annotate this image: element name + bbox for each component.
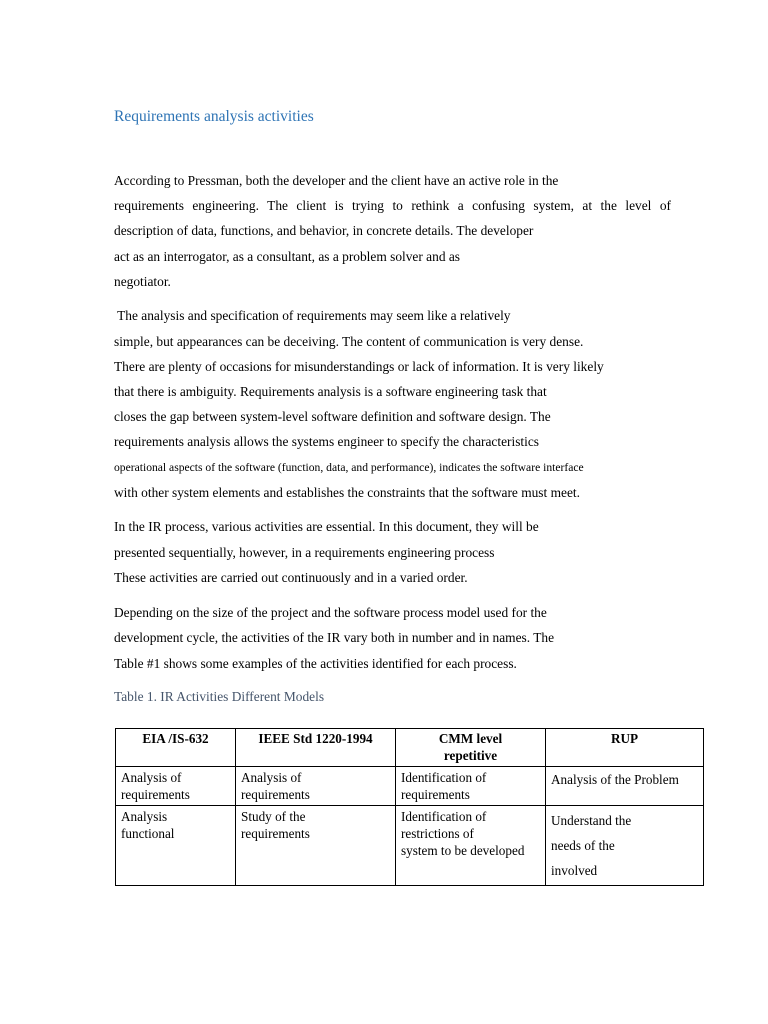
paragraph-line: description of data, functions, and behavior, in concrete details. The developer bbox=[114, 223, 534, 238]
paragraph-line: simple, but appearances can be deceiving. The content of communication is very dense. bbox=[114, 334, 584, 349]
table-row bbox=[116, 806, 704, 886]
paragraph-line: development cycle, the activities of the IR vary both in number and in names. The bbox=[114, 630, 555, 645]
paragraph-line: In the IR process, various activities are essential. In this document, they will be bbox=[114, 519, 539, 534]
cell-line: Analysis bbox=[121, 809, 168, 824]
paragraph-line: The analysis and specification of requirements may seem like a relatively bbox=[114, 308, 511, 323]
paragraph-line: requirements engineering. The client is trying to rethink a confusing system, at the level of bbox=[114, 198, 671, 213]
cell-line: involved bbox=[551, 863, 598, 878]
cell-line: functional bbox=[121, 826, 175, 841]
cell-line: Understand the bbox=[551, 813, 632, 828]
cell-line: system to be developed bbox=[401, 843, 525, 858]
section-heading: Requirements analysis activities bbox=[114, 108, 314, 125]
paragraph-line: with other system elements and establishes the constraints that the software must meet. bbox=[114, 485, 580, 500]
cell-line: Analysis of the Problem bbox=[551, 772, 679, 787]
paragraph-line: presented sequentially, however, in a requirements engineering process bbox=[114, 545, 495, 560]
cell-line: Analysis of bbox=[241, 770, 302, 785]
paragraph-line: There are plenty of occasions for misunderstandings or lack of information. It is very likely bbox=[114, 359, 604, 374]
cell-line: Identification of bbox=[401, 809, 487, 824]
paragraph-line: negotiator. bbox=[114, 274, 171, 289]
cell-line: Analysis of bbox=[121, 770, 182, 785]
ir-activities-table bbox=[115, 728, 704, 886]
paragraph-line: requirements analysis allows the systems engineer to specify the characteristics bbox=[114, 434, 540, 449]
cell-line: requirements bbox=[121, 787, 190, 802]
table-cell bbox=[546, 806, 704, 886]
table-header-row bbox=[116, 729, 704, 767]
paragraph-line: Table #1 shows some examples of the activities identified for each process. bbox=[114, 656, 517, 671]
paragraph-line: act as an interrogator, as a consultant, as a problem solver and as bbox=[114, 249, 461, 264]
header-cell-line: repetitive bbox=[443, 748, 498, 763]
table-cell bbox=[116, 767, 236, 806]
header-cell: RUP bbox=[546, 729, 704, 767]
table-cell bbox=[116, 806, 236, 886]
header-cell-line: CMM level bbox=[438, 731, 503, 746]
table-cell bbox=[236, 806, 396, 886]
paragraph-line: closes the gap between system-level software definition and software design. The bbox=[114, 409, 551, 424]
cell-line: requirements bbox=[401, 787, 470, 802]
cell-line: restrictions of bbox=[401, 826, 474, 841]
paragraph-line: Depending on the size of the project and the software process model used for the bbox=[114, 605, 547, 620]
header-cell: IEEE Std 1220-1994 bbox=[236, 729, 396, 767]
cell-line: needs of the bbox=[551, 838, 615, 853]
table-cell bbox=[396, 767, 546, 806]
cell-line: requirements bbox=[241, 826, 310, 841]
paragraph-line: operational aspects of the software (function, data, and performance), indicates the software interface bbox=[114, 461, 584, 474]
header-cell: EIA /IS-632 bbox=[116, 729, 236, 767]
paragraph-line: According to Pressman, both the developer and the client have an active role in the bbox=[114, 173, 559, 188]
paragraph-line: These activities are carried out continuously and in a varied order. bbox=[114, 570, 468, 585]
table-cell bbox=[396, 806, 546, 886]
cell-line: Study of the bbox=[241, 809, 306, 824]
paragraph-line: that there is ambiguity. Requirements analysis is a software engineering task that bbox=[114, 384, 547, 399]
table-row bbox=[116, 767, 704, 806]
table-caption: Table 1. IR Activities Different Models bbox=[114, 689, 325, 704]
cell-line: requirements bbox=[241, 787, 310, 802]
header-cell bbox=[396, 729, 546, 767]
cell-line: Identification of bbox=[401, 770, 487, 785]
table-cell bbox=[546, 767, 704, 806]
table-cell bbox=[236, 767, 396, 806]
